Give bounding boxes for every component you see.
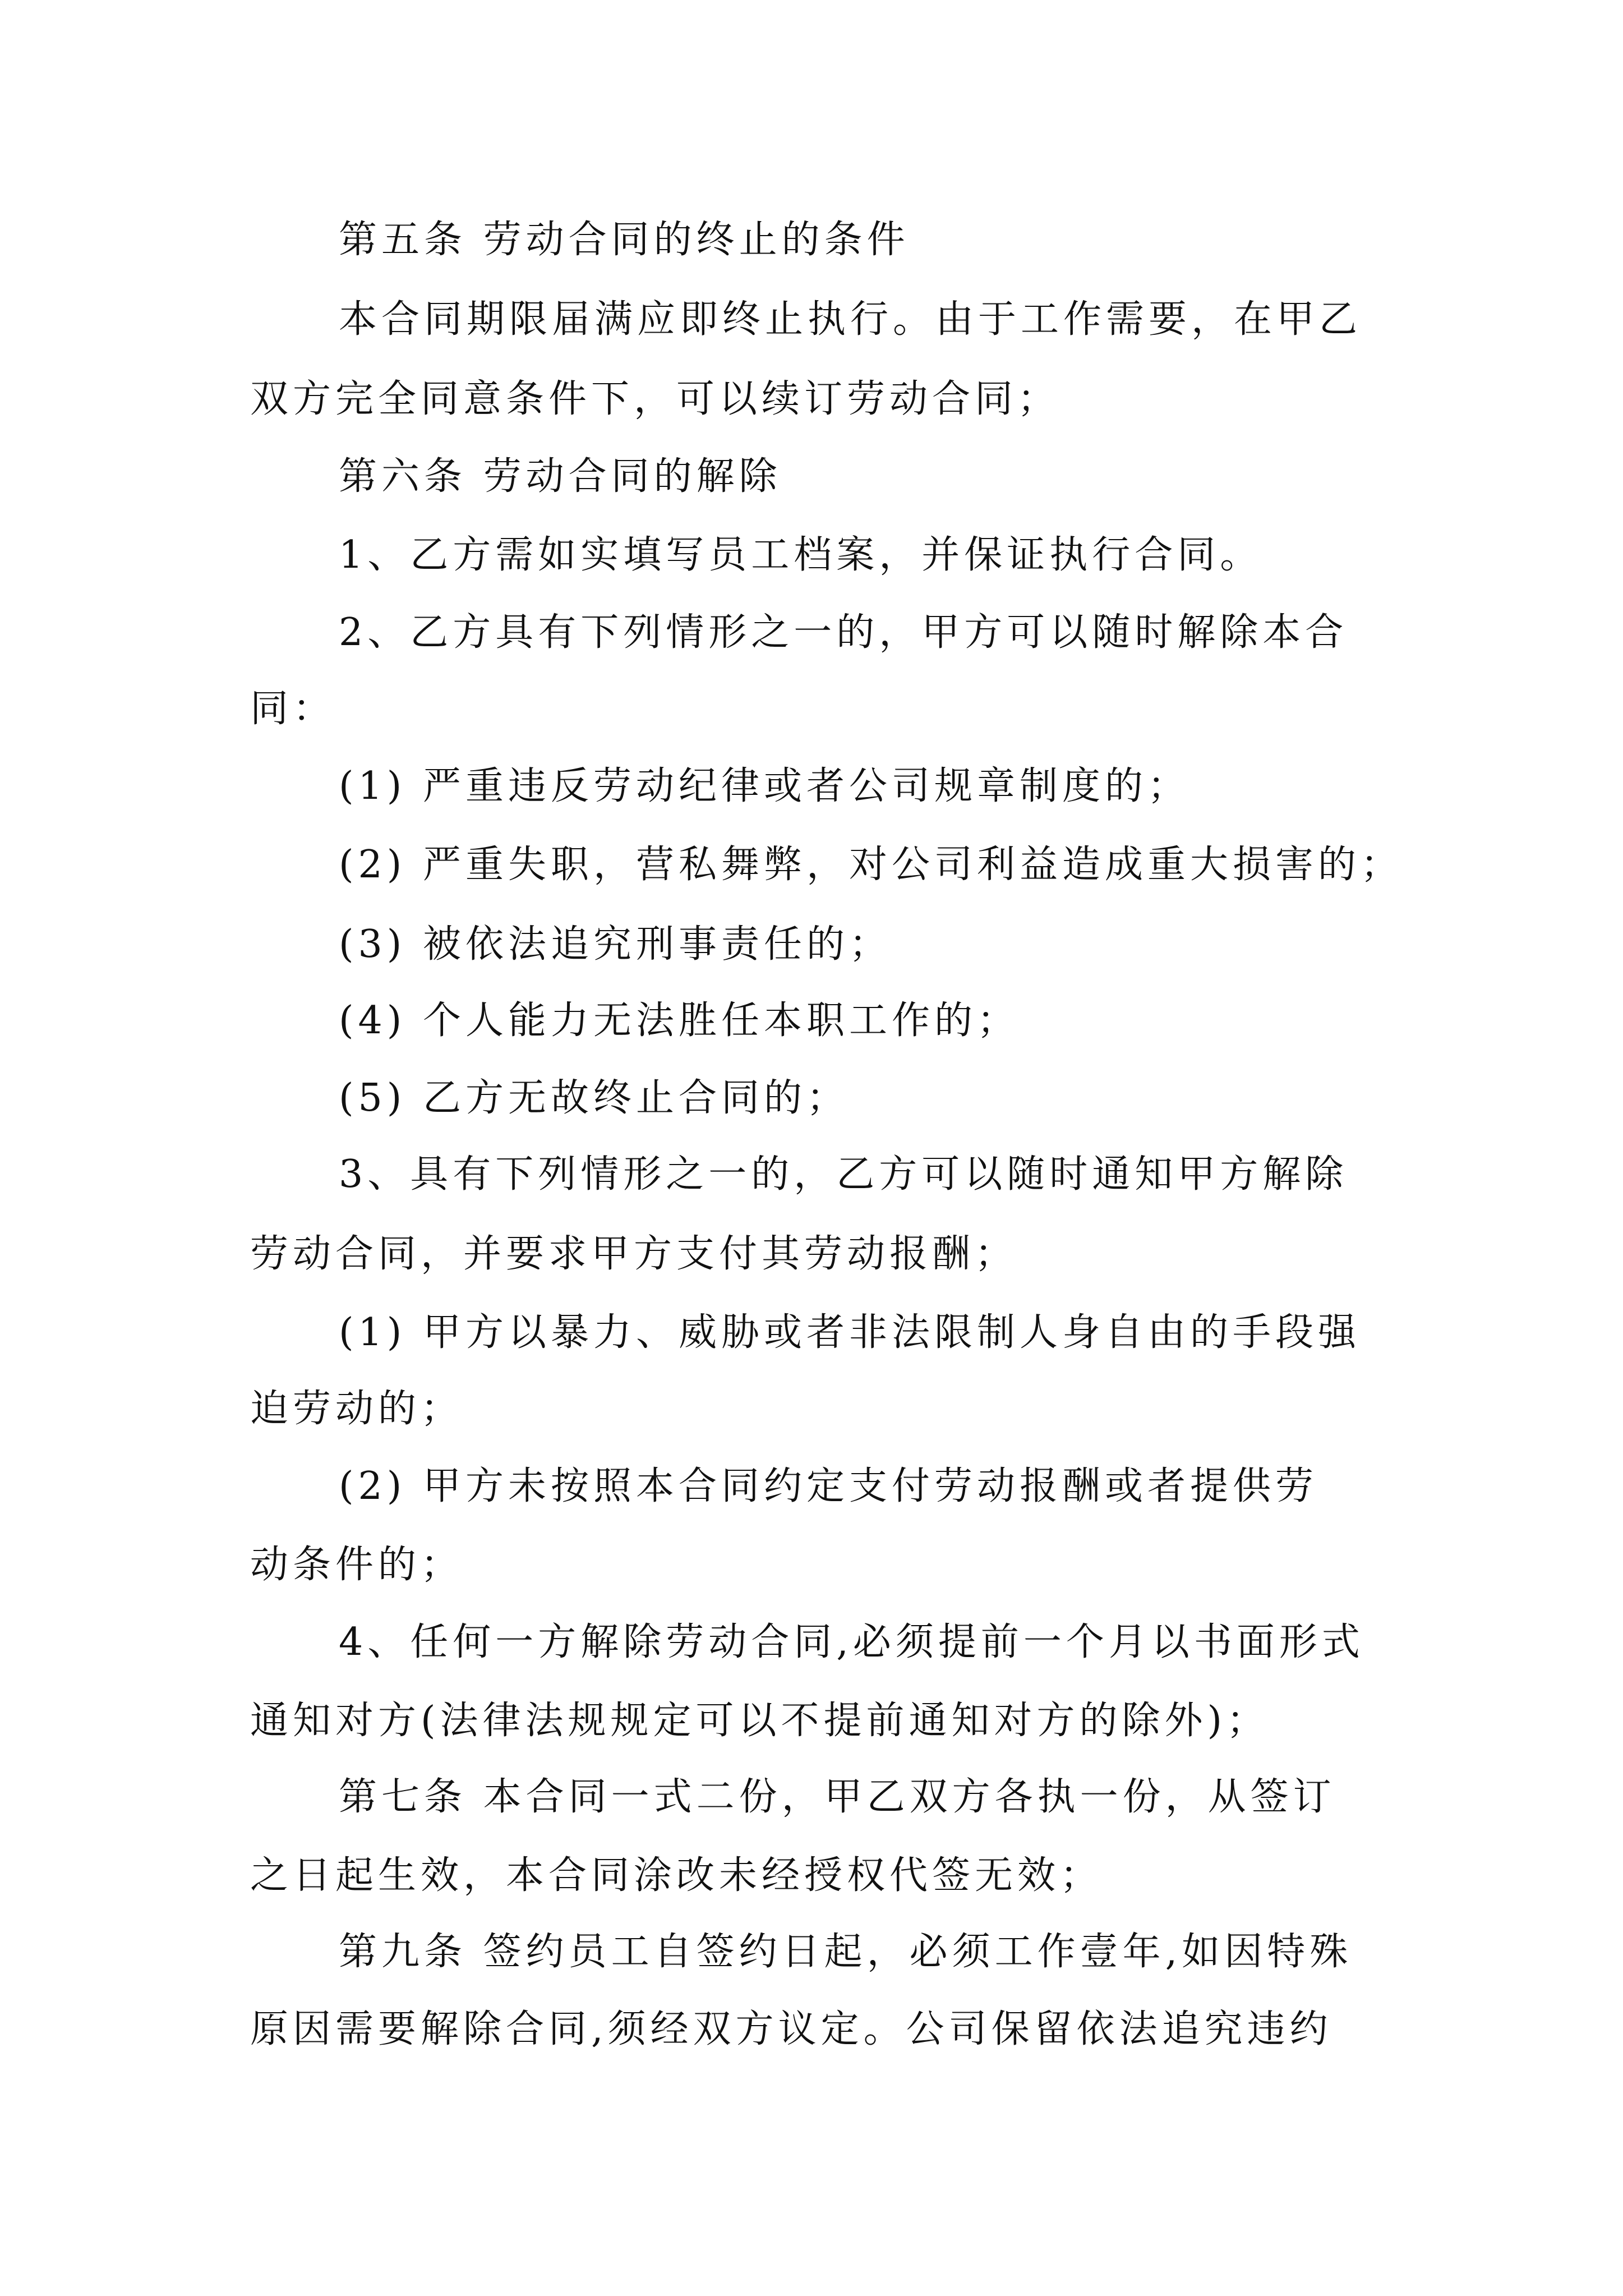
sub-list-item: (1) 严重违反劳动纪律或者公司规章制度的； bbox=[339, 764, 1190, 808]
sub-list-item: (2) 甲方未按照本合同约定支付劳动报酬或者提供劳 bbox=[339, 1464, 1318, 1508]
list-item: 2、乙方具有下列情形之一的，甲方可以随时解除本合 bbox=[339, 610, 1348, 655]
list-item: 4、任何一方解除劳动合同,必须提前一个月以书面形式 bbox=[339, 1620, 1364, 1664]
sub-list-item: (3) 被依法追究刑事责任的； bbox=[339, 922, 892, 967]
sub-list-item: (5) 乙方无故终止合同的； bbox=[339, 1076, 849, 1120]
list-item: 1、乙方需如实填写员工档案，并保证执行合同。 bbox=[339, 533, 1263, 577]
paragraph-line: 劳动合同，并要求甲方支付其劳动报酬； bbox=[250, 1232, 1018, 1276]
article-9-paragraph: 第九条 签约员工自签约日起，必须工作壹年,如因特殊 bbox=[339, 1930, 1353, 1974]
paragraph-line: 之日起生效，本合同涂改未经授权代签无效； bbox=[250, 1853, 1103, 1898]
sub-list-item: (4) 个人能力无法胜任本职工作的； bbox=[339, 999, 1020, 1043]
paragraph-line: 迫劳动的； bbox=[250, 1387, 464, 1431]
paragraph-line: 同： bbox=[250, 687, 336, 731]
paragraph-line: 原因需要解除合同,须经双方议定。公司保留依法追究违约 bbox=[250, 2007, 1332, 2051]
sub-list-item: (1) 甲方以暴力、威胁或者非法限制人身自由的手段强 bbox=[339, 1310, 1361, 1355]
article-6-heading: 第六条 劳动合同的解除 bbox=[339, 454, 782, 499]
list-item: 3、具有下列情形之一的，乙方可以随时通知甲方解除 bbox=[339, 1152, 1348, 1197]
paragraph-line: 本合同期限届满应即终止执行。由于工作需要，在甲乙 bbox=[339, 297, 1362, 342]
article-7-paragraph: 第七条 本合同一式二份，甲乙双方各执一份，从签订 bbox=[339, 1775, 1336, 1819]
sub-list-item: (2) 严重失职，营私舞弊，对公司利益造成重大损害的； bbox=[339, 843, 1403, 887]
paragraph-line: 双方完全同意条件下，可以续订劳动合同； bbox=[250, 377, 1061, 421]
article-5-heading: 第五条 劳动合同的终止的条件 bbox=[339, 218, 910, 262]
paragraph-line: 动条件的； bbox=[250, 1543, 464, 1587]
paragraph-line: 通知对方(法律法规规定可以不提前通知对方的除外)； bbox=[250, 1699, 1270, 1743]
